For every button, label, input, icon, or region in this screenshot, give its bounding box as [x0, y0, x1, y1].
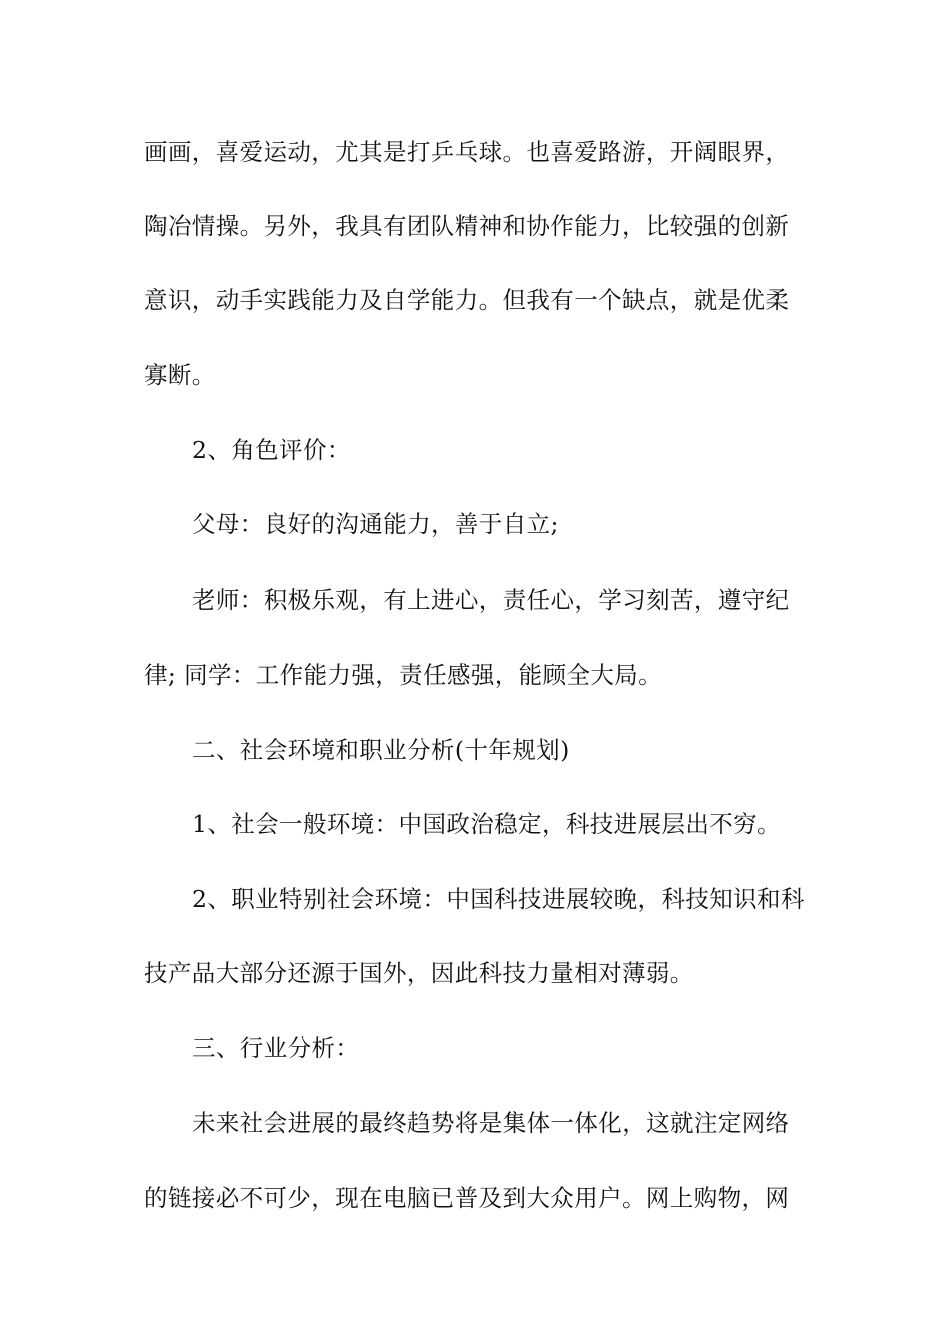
section-heading: 三、行业分析： — [192, 1034, 360, 1062]
paragraph-line: 未来社会进展的最终趋势将是集体一体化，这就注定网络 — [192, 1109, 790, 1137]
paragraph-line: 寡断。 — [144, 361, 216, 389]
section-heading: 2、角色评价： — [192, 436, 351, 464]
paragraph-line: 2、职业特别社会环境：中国科技进展较晚，科技知识和科 — [192, 885, 805, 913]
paragraph-line: 的链接必不可少，现在电脑已普及到大众用户。网上购物，网 — [144, 1184, 790, 1212]
paragraph-line: 意识，动手实践能力及自学能力。但我有一个缺点，就是优柔 — [144, 286, 790, 314]
paragraph-line: 画画，喜爱运动，尤其是打乒乓球。也喜爱路游，开阔眼界， — [144, 138, 790, 166]
paragraph-line: 律; 同学：工作能力强，责任感强，能顾全大局。 — [144, 661, 663, 689]
paragraph-line: 1、社会一般环境：中国政治稳定，科技进展层出不穷。 — [192, 810, 781, 838]
paragraph-line: 技产品大部分还源于国外，因此科技力量相对薄弱。 — [144, 959, 694, 987]
paragraph-line: 父母：良好的沟通能力，善于自立; — [192, 510, 559, 538]
paragraph-line: 老师：积极乐观，有上进心，责任心，学习刻苦，遵守纪 — [192, 586, 790, 614]
section-heading: 二、社会环境和职业分析(十年规划) — [192, 736, 570, 764]
paragraph-line: 陶冶情操。另外，我具有团队精神和协作能力，比较强的创新 — [144, 212, 790, 240]
